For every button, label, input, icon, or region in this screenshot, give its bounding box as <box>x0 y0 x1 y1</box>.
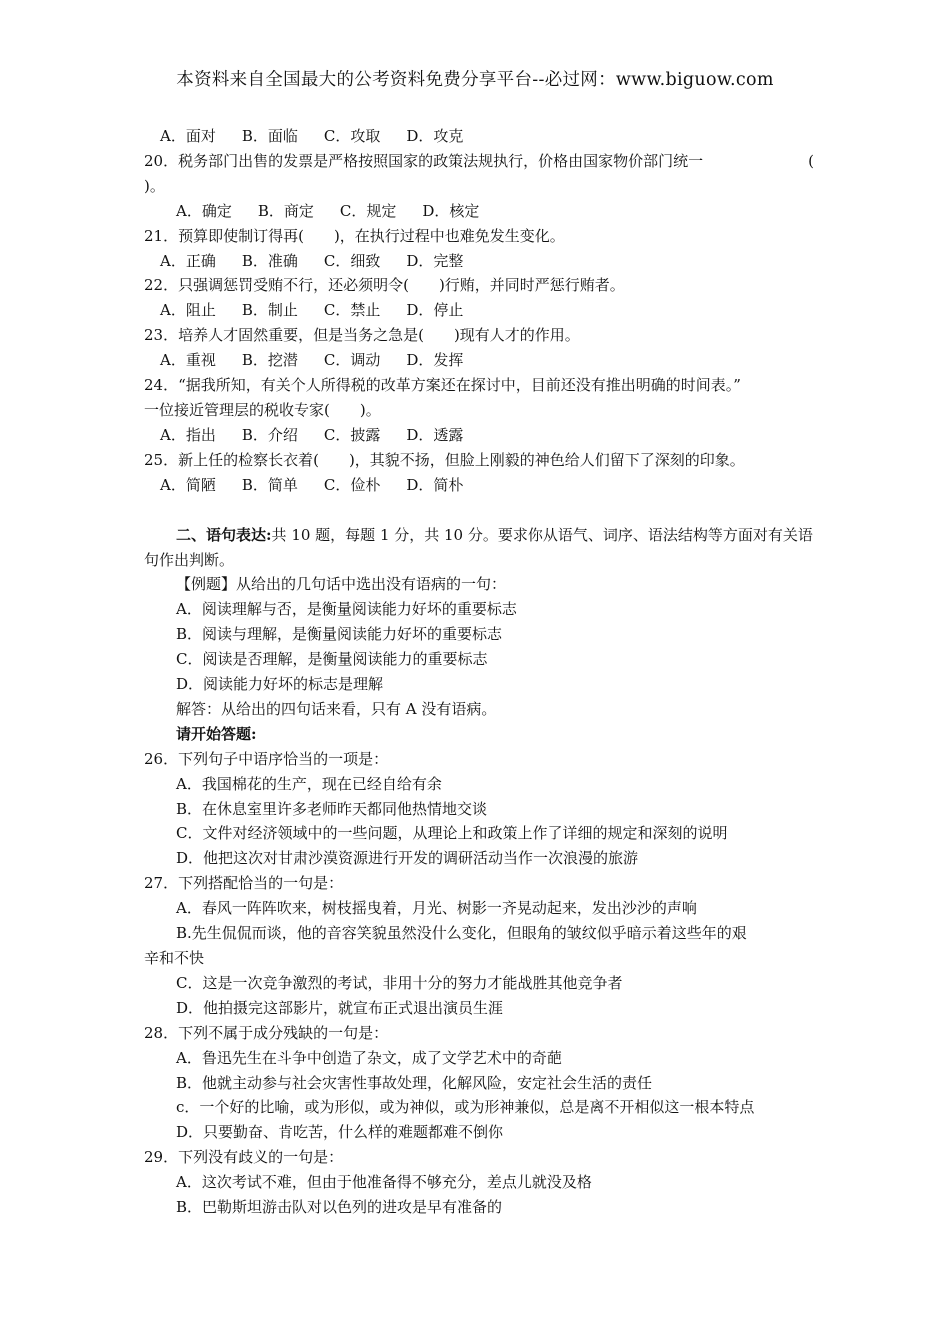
option: C．规定 <box>339 201 397 220</box>
q28-option: D．只要勤奋、肯吃苦，什么样的难题都难不倒你 <box>176 1123 504 1142</box>
option: D．攻克 <box>406 127 464 145</box>
q27-option: C．这是一次竞争激烈的考试，非用十分的努力才能战胜其他竞争者 <box>176 973 623 992</box>
q27-option: D．他拍摄完这部影片，就宣布正式退出演员生涯 <box>176 998 504 1017</box>
option: A．确定 <box>176 201 232 220</box>
example-option: B．阅读与理解，是衡量阅读能力好坏的重要标志 <box>176 625 503 644</box>
document-body <box>144 124 814 1220</box>
q29-option: A．这次考试不难，但由于他准备得不够充分，差点儿就没及格 <box>176 1173 592 1192</box>
option: A．指出 <box>160 425 216 444</box>
option: A．阻止 <box>160 301 216 320</box>
option: B．挖潜 <box>241 351 298 370</box>
q25-stem: 25．新上任的检察长衣着( )，其貌不扬，但脸上刚毅的神色给人们留下了深刻的印象。 <box>144 450 745 469</box>
option: A．重视 <box>160 351 216 370</box>
option: D．核定 <box>422 201 480 220</box>
q26-option: D．他把这次对甘肃沙漠资源进行开发的调研活动当作一次浪漫的旅游 <box>176 849 639 868</box>
q24-cont: 一位接近管理层的税收专家( )。 <box>144 400 381 419</box>
q24-options <box>144 423 814 448</box>
q25-options <box>144 473 814 498</box>
option: A．面对 <box>160 127 216 145</box>
q27-stem: 27．下列搭配恰当的一句是： <box>144 874 344 893</box>
q26-option: A．我国棉花的生产，现在已经自给有余 <box>176 774 442 793</box>
section2-desc: 共 10 题，每题 1 分，共 10 分。要求你从语气、词序、语法结构等方面对有关语句作出判断。 <box>144 525 813 569</box>
spacer <box>144 498 814 523</box>
option: D．发挥 <box>406 351 464 370</box>
q28-option: B．他就主动参与社会灾害性事故处理，化解风险，安定社会生活的责任 <box>176 1073 653 1092</box>
q24-stem: 24．“据我所知，有关个人所得税的改革方案还在探讨中，目前还没有推出明确的时间表。” <box>144 376 741 395</box>
q20-stem <box>144 149 814 174</box>
q27-option-cont: 辛和不快 <box>144 949 205 967</box>
option: D．停止 <box>406 301 464 320</box>
q21-stem: 21．预算即使制订得再( )，在执行过程中也难免发生变化。 <box>144 226 565 245</box>
option: C．俭朴 <box>323 475 381 494</box>
section2-title: 二、语句表达: <box>176 525 272 544</box>
q19-options <box>144 124 814 149</box>
option: B．简单 <box>241 475 298 494</box>
section2-heading <box>144 523 814 573</box>
q21-options <box>144 249 814 274</box>
q29-stem: 29．下列没有歧义的一句是： <box>144 1148 344 1167</box>
option: B．商定 <box>257 201 314 220</box>
q29-option: B．巴勒斯坦游击队对以色列的进攻是早有准备的 <box>176 1198 503 1217</box>
q20-options <box>144 199 814 224</box>
q27-option: A．春风一阵阵吹来，树枝摇曳着，月光、树影一齐晃动起来，发出沙沙的声响 <box>176 899 697 918</box>
option: D．简朴 <box>406 475 464 494</box>
option: B．介绍 <box>241 425 298 444</box>
q28-option: c．一个好的比喻，或为形似，或为神似，或为形神兼似，总是离不开相似这一根本特点 <box>176 1098 755 1117</box>
option: C．细致 <box>323 251 381 270</box>
q27-option: B.先生侃侃而谈，他的音容笑貌虽然没什么变化，但眼角的皱纹似乎暗示着这些年的艰 <box>176 924 747 943</box>
q26-stem: 26．下列句子中语序恰当的一项是： <box>144 749 389 768</box>
option: A．正确 <box>160 251 216 270</box>
option: B．制止 <box>241 301 298 320</box>
q23-options <box>144 348 814 373</box>
example-title: 【例题】从给出的几句话中选出没有语病的一句： <box>176 575 507 594</box>
start-label: 请开始答题: <box>176 724 257 743</box>
page-header: 本资料来自全国最大的公考资料免费分享平台--必过网：www.biguow.com <box>176 70 774 90</box>
example-option: D．阅读能力好坏的标志是理解 <box>176 675 384 694</box>
option: D．完整 <box>406 251 464 270</box>
option: C．禁止 <box>323 301 381 320</box>
option: C．披露 <box>323 425 381 444</box>
q22-options <box>144 298 814 323</box>
q22-stem: 22．只强调惩罚受贿不行，还必须明令( )行贿，并同时严惩行贿者。 <box>144 276 625 295</box>
option: D．透露 <box>406 425 464 444</box>
option: C．攻取 <box>323 127 381 145</box>
option: C．调动 <box>323 351 381 370</box>
example-option: A．阅读理解与否，是衡量阅读能力好坏的重要标志 <box>176 600 517 619</box>
q28-stem: 28．下列不属于成分残缺的一句是： <box>144 1023 389 1042</box>
option: B．准确 <box>241 251 298 270</box>
q26-option: C．文件对经济领域中的一些问题，从理论上和政策上作了详细的规定和深刻的说明 <box>176 824 728 843</box>
q28-option: A．鲁迅先生在斗争中创造了杂文，成了文学艺术中的奇葩 <box>176 1048 562 1067</box>
q20-cont: )。 <box>144 176 165 195</box>
option: B．面临 <box>241 127 298 145</box>
q20-stem-text: 20．税务部门出售的发票是严格按照国家的政策法规执行，价格由国家物价部门统一 <box>144 151 704 170</box>
q20-paren: ( <box>808 151 814 170</box>
q23-stem: 23．培养人才固然重要，但是当务之急是( )现有人才的作用。 <box>144 326 580 345</box>
q26-option: B．在休息室里许多老师昨天都同他热情地交谈 <box>176 799 488 818</box>
option: A．简陋 <box>160 475 216 494</box>
example-option: C．阅读是否理解，是衡量阅读能力的重要标志 <box>176 650 488 669</box>
example-answer: 解答：从给出的四句话来看，只有 A 没有语病。 <box>176 699 497 718</box>
